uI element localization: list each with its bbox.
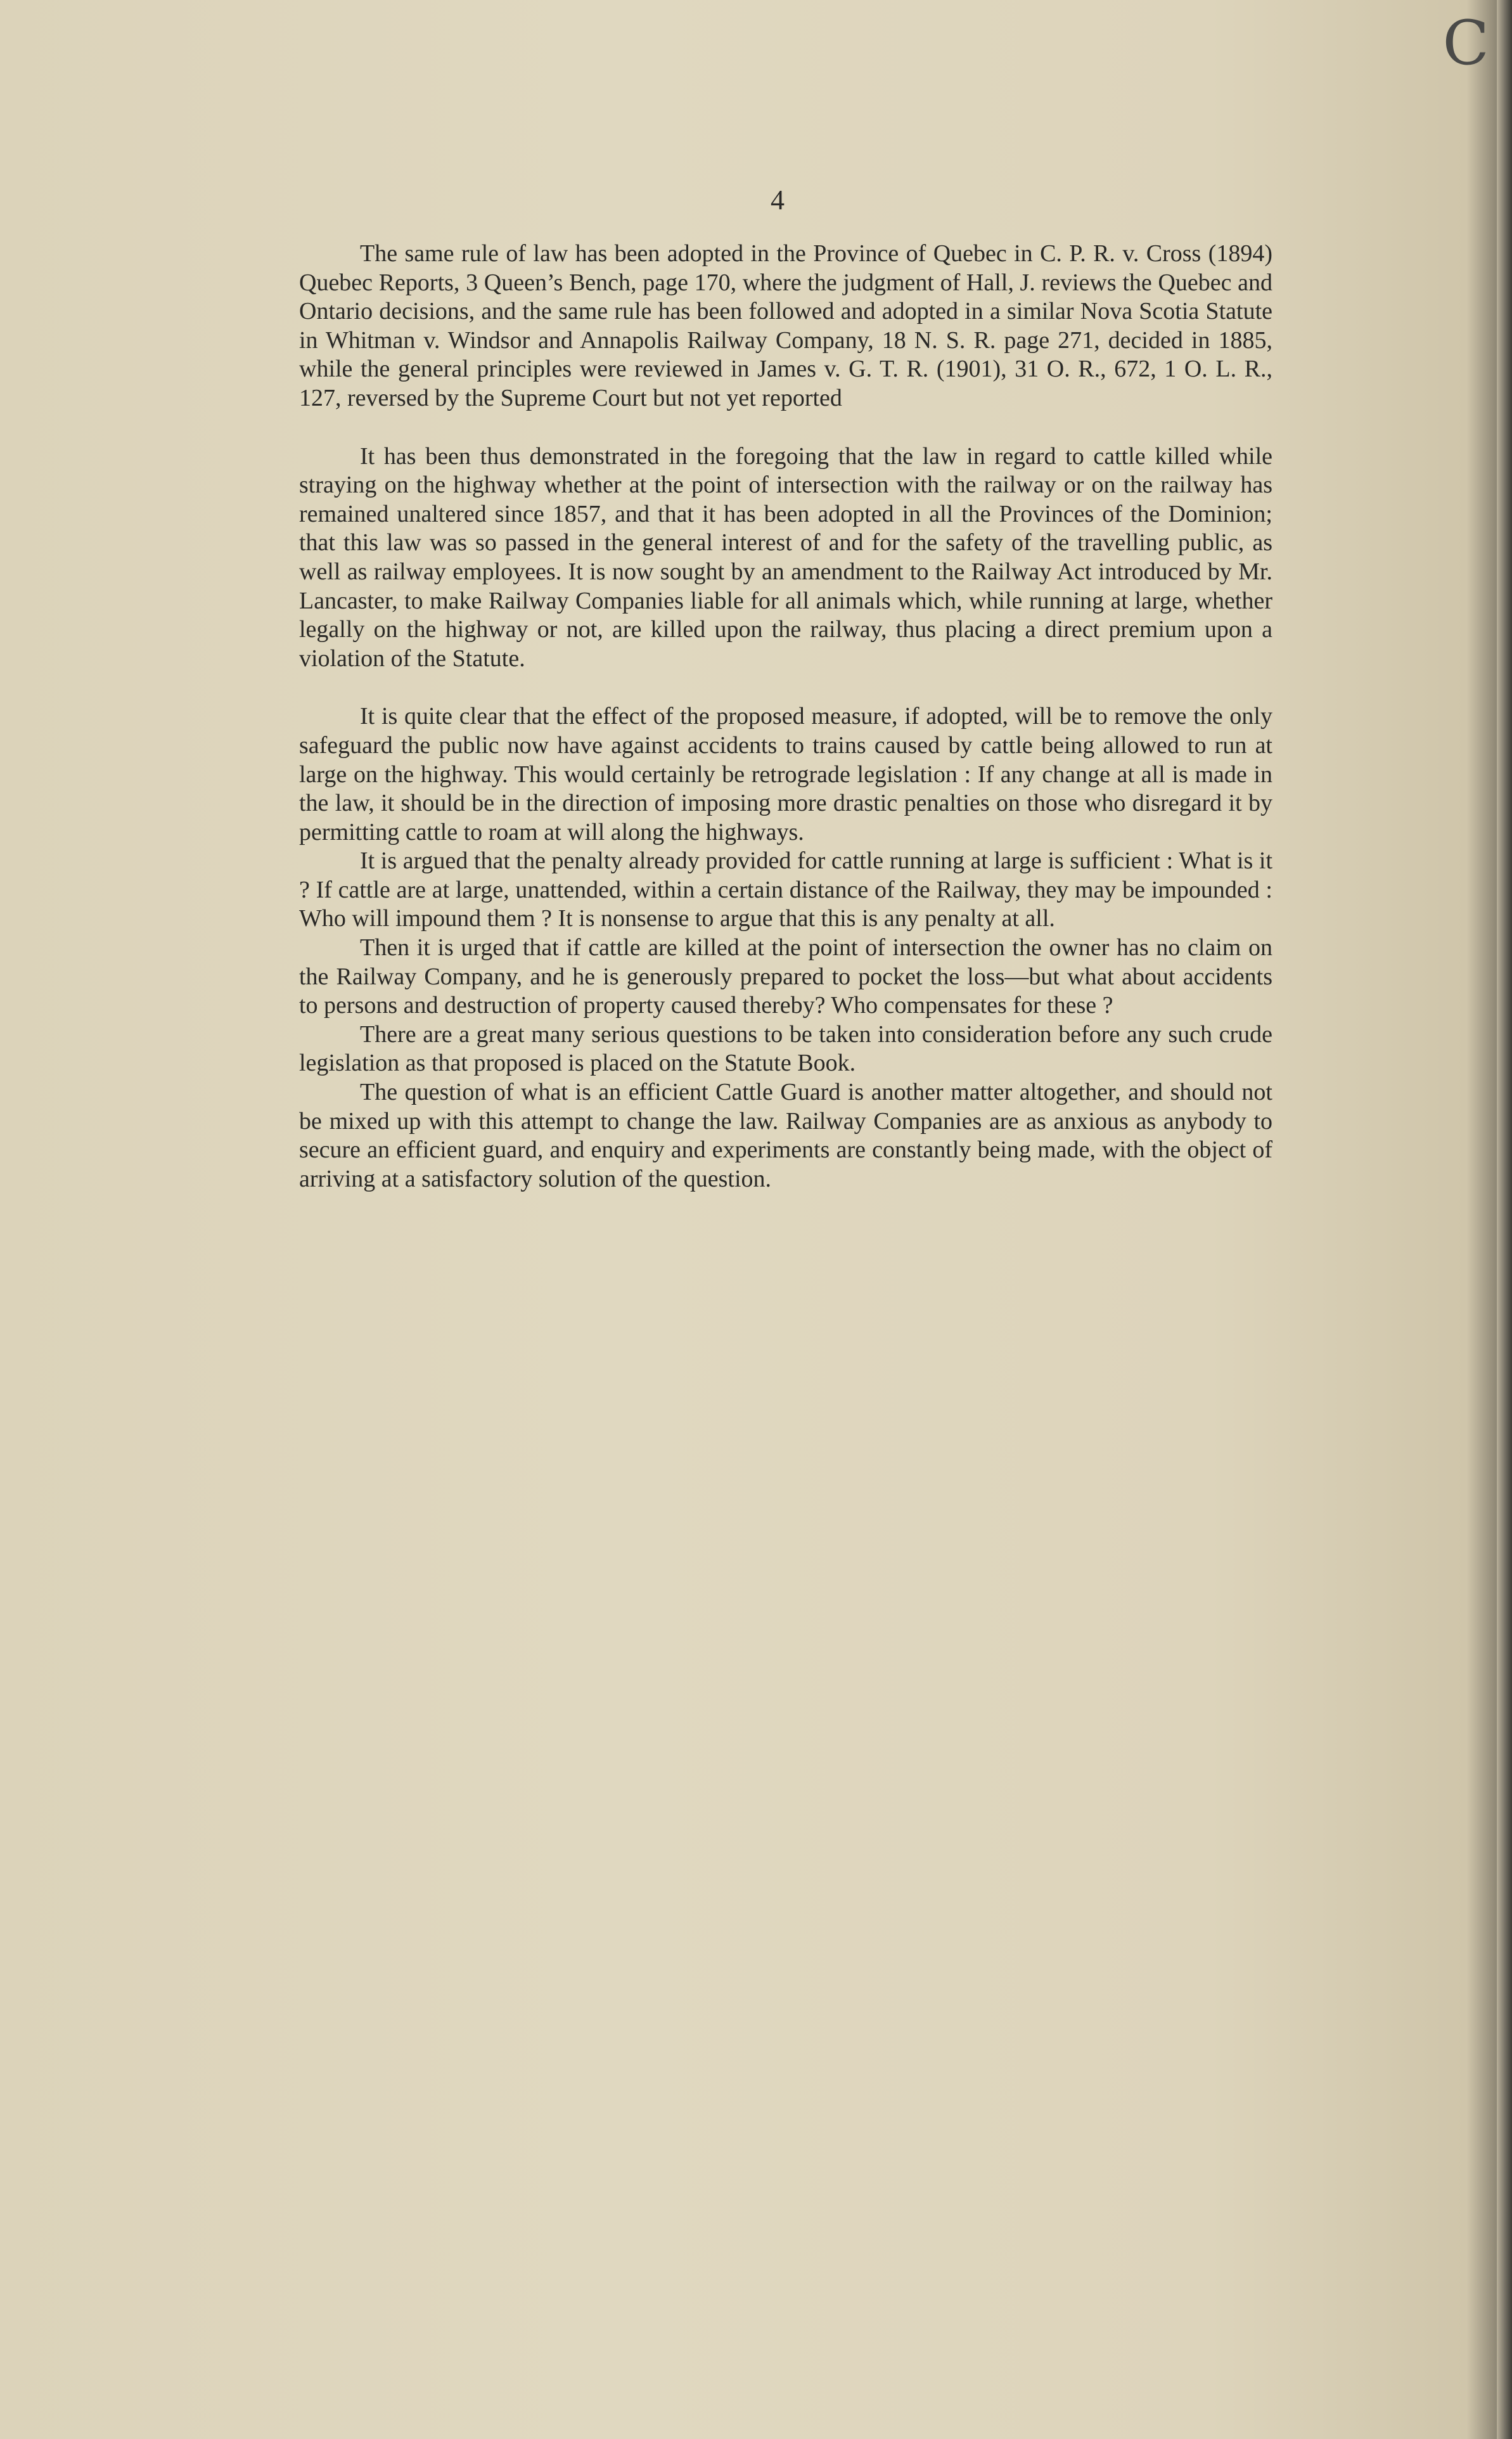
body-text (299, 240, 1272, 1194)
paragraph-quebec-rule: The same rule of law has been adopted in the Province of Quebec in C. P. R. v. Cross (1894) Quebec Reports, 3 Queen’s Bench, page 170, where the judgment of Hall, J. reviews the Quebec and Ontario decisions, and the same rule has been followed and adopted in a similar Nova Scotia Statute in Whitman v. Windsor and Annapolis Railway Company, 18 N. S. R. page 271, decided in 1885, while the general principles were reviewed in James v. G. T. R. (1901), 31 O. R., 672, 1 O. L. R., 127, reversed by the Supreme Court but not yet reported (299, 240, 1272, 411)
paragraph-law-demonstrated: It has been thus demonstrated in the foregoing that the law in regard to cattle killed while straying on the highway whether at the point of intersection with the railway or on the railway has remained unaltered since 1857, and that it has been adopted in all the Provinces of the Dominion; that this law was so passed in the general interest of and for the safety of the travelling public, as well as railway employees. It is now sought by an amendment to the Railway Act introduced by Mr. Lancaster, to make Railway Companies liable for all animals which, while running at large, whether legally on the highway or not, are killed upon the railway, thus placing a direct premium upon a violation of the Statute. (299, 442, 1272, 672)
paragraph-cattle-guard: The question of what is an efficient Cattle Guard is another matter altogether, and should not be mixed up with this attempt to change the law. Railway Companies are as anxious as anybody to secure an efficient guard, and enquiry and experiments are constantly being made, with the object of arriving at a satisfactory solution of the question. (299, 1079, 1272, 1192)
paragraph-serious-questions: There are a great many serious questions to be taken into consideration before any such crude legislation as that proposed is placed on the Statute Book. (299, 1020, 1272, 1077)
corner-mark: C (1442, 8, 1489, 79)
page-number: 4 (771, 184, 785, 216)
binding-edge (1497, 0, 1512, 2439)
paragraph-penalty: It is argued that the penalty already provided for cattle running at large is sufficient : What is it ? If cattle are at large, unattended, within a certain distance of the Railway, they may be impounded : Who will impound them ? It is nonsense to argue that this is any penalty at all. (299, 847, 1272, 932)
paragraph-intersection: Then it is urged that if cattle are killed at the point of intersection the owner has no claim on the Railway Company, and he is generously prepared to pocket the loss—but what about accidents to persons and destruction of property caused thereby? Who compensates for these ? (299, 934, 1272, 1019)
paragraph-proposed-measure: It is quite clear that the effect of the proposed measure, if adopted, will be to remove the only safeguard the public now have against accidents to trains caused by cattle being allowed to run at large on the highway. This would certainly be retrograde legislation : If any change at all is made in the law, it should be in the direction of imposing more drastic penalties on those who disregard it by permitting cattle to roam at will along the highways. (299, 703, 1272, 846)
